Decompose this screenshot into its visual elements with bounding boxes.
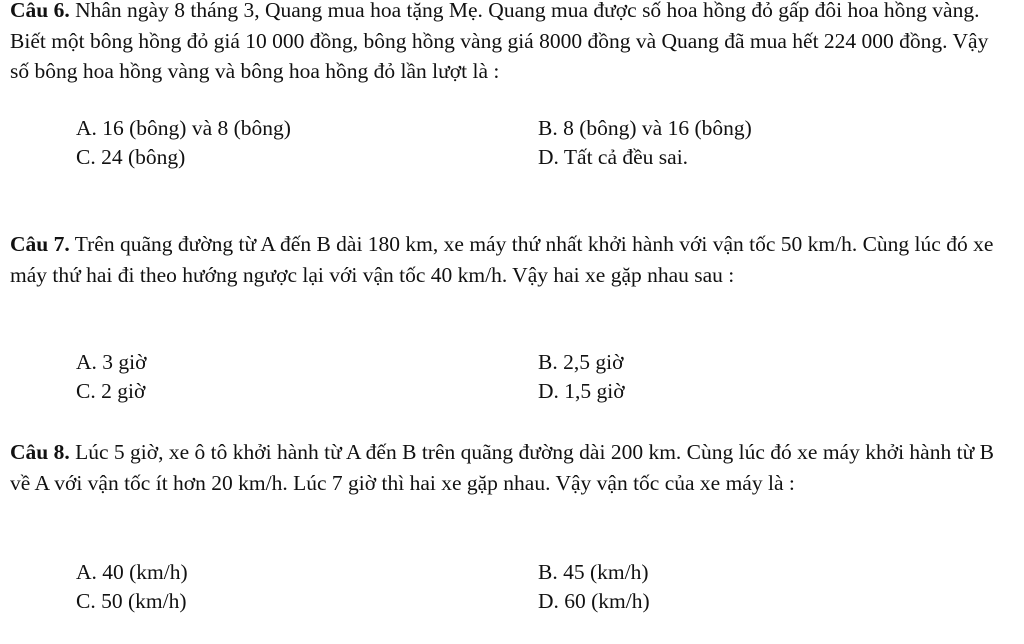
question-6-option-c: C. 24 (bông) (76, 145, 186, 169)
question-7-text: Trên quãng đường từ A đến B dài 180 km, xe máy thứ nhất khởi hành với vận tốc 50 km/h. Cùng lúc đó xe máy thứ hai đi theo hướng ngược lại với vận tốc 40 km/h. Vậy hai xe gặp nhau sau : (10, 232, 994, 287)
question-7-option-a: A. 3 giờ (76, 350, 147, 374)
question-7-option-b: B. 2,5 giờ (538, 350, 624, 374)
question-7-label: Câu 7. (10, 232, 70, 256)
question-6-option-d: D. Tất cả đều sai. (538, 145, 689, 169)
question-8 (10, 437, 1010, 498)
question-6-label: Câu 6. (10, 0, 70, 22)
question-8-option-b: B. 45 (km/h) (538, 560, 649, 584)
question-6-option-a: A. 16 (bông) và 8 (bông) (76, 116, 291, 140)
question-6-option-b: B. 8 (bông) và 16 (bông) (538, 116, 752, 140)
question-8-option-c: C. 50 (km/h) (76, 589, 187, 613)
question-7-option-c: C. 2 giờ (76, 379, 146, 403)
question-8-label: Câu 8. (10, 440, 70, 464)
question-7 (10, 229, 1010, 290)
question-8-option-d: D. 60 (km/h) (538, 589, 650, 613)
question-7-option-d: D. 1,5 giờ (538, 379, 625, 403)
question-6 (10, 0, 1010, 87)
question-6-text: Nhân ngày 8 tháng 3, Quang mua hoa tặng Mẹ. Quang mua được số hoa hồng đỏ gấp đôi hoa hồng vàng. Biết một bông hồng đỏ giá 10 000 đồng, bông hồng vàng giá 8000 đồng và Quang đã mua hết 224 000 đồng. Vậy số bông hoa hồng vàng và bông hoa hồng đỏ lần lượt là : (10, 0, 989, 83)
question-8-option-a: A. 40 (km/h) (76, 560, 188, 584)
question-8-text: Lúc 5 giờ, xe ô tô khởi hành từ A đến B trên quãng đường dài 200 km. Cùng lúc đó xe máy khởi hành từ B về A với vận tốc ít hơn 20 km/h. Lúc 7 giờ thì hai xe gặp nhau. Vậy vận tốc của xe máy là : (10, 440, 994, 495)
